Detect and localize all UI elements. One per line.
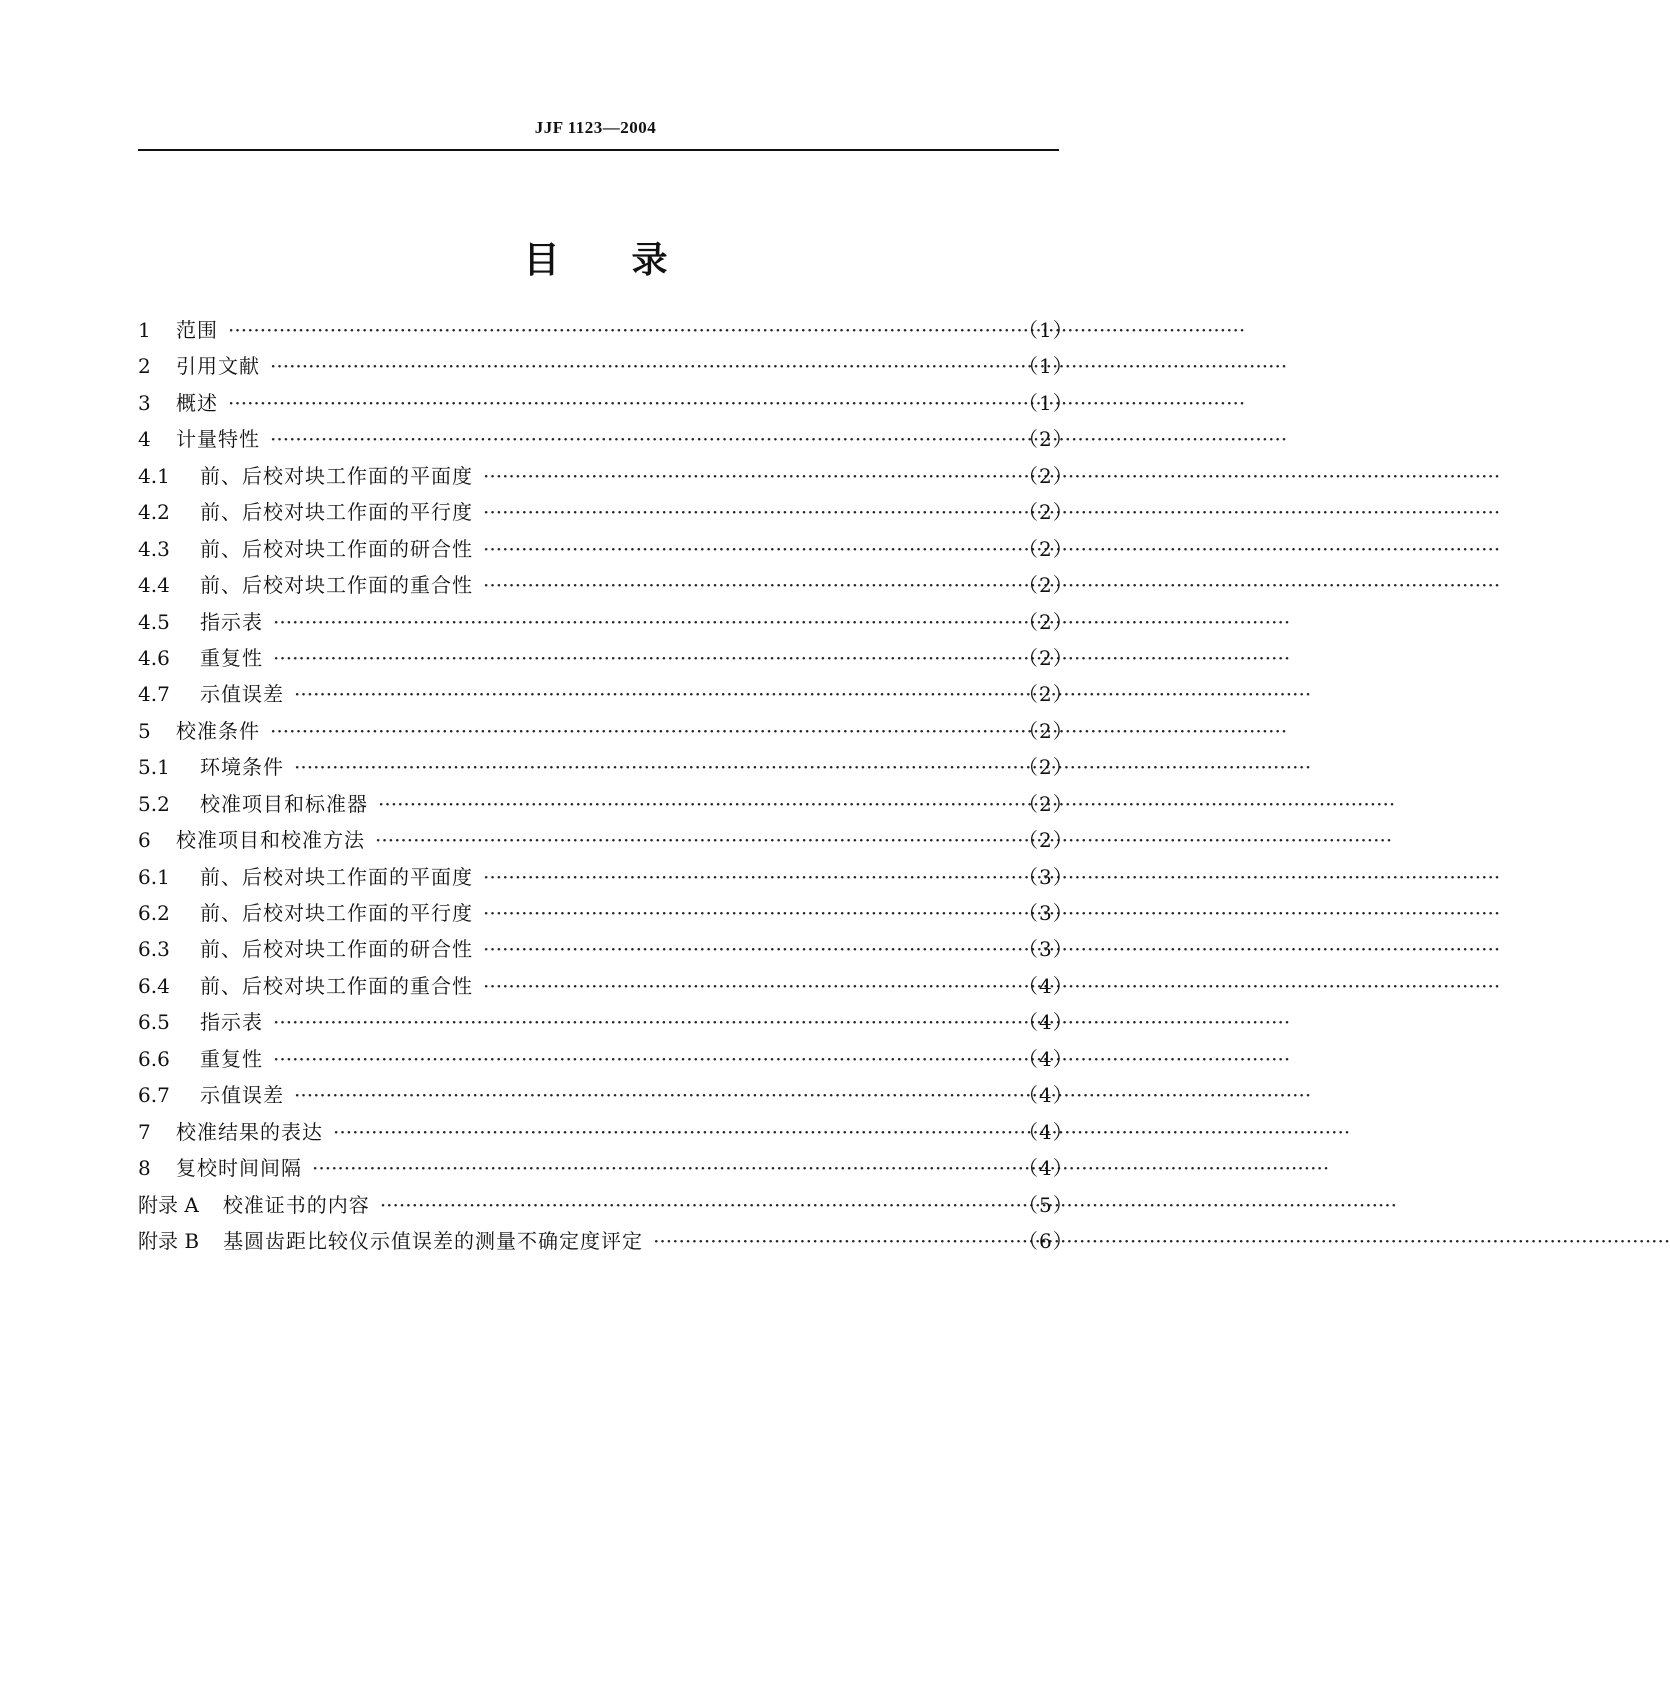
toc-entry-number: 4.3	[138, 536, 170, 561]
toc-entry-page: （3）	[1018, 937, 1074, 962]
toc-dot-leader	[273, 1010, 1012, 1034]
toc-entry[interactable]	[138, 460, 1074, 496]
toc-entry-title: 前、后校对块工作面的重合性	[200, 973, 473, 998]
toc-entry-title: 引用文献	[176, 354, 260, 379]
toc-entry-page: （1）	[1018, 390, 1074, 415]
toc-dot-leader	[483, 974, 1012, 998]
toc-dot-leader	[333, 1120, 1012, 1144]
toc-entry-number: 4.4	[138, 573, 170, 598]
toc-dot-leader	[483, 537, 1012, 561]
toc-entry-number: 4.2	[138, 500, 170, 525]
toc-entry-title: 复校时间间隔	[176, 1156, 302, 1181]
toc-entry[interactable]	[138, 387, 1074, 423]
toc-dot-leader	[312, 1156, 1012, 1180]
toc-entry-page: （4）	[1018, 1046, 1074, 1071]
toc-entry[interactable]	[138, 933, 1074, 969]
document-code-header: JJF 1123—2004	[534, 118, 657, 137]
toc-entry[interactable]	[138, 350, 1074, 386]
toc-entry-page: （2）	[1018, 718, 1074, 743]
toc-entry-number: 6	[138, 828, 151, 853]
header-rule	[138, 149, 1059, 151]
toc-entry-title: 前、后校对块工作面的研合性	[200, 536, 473, 561]
toc-entry-title: 指示表	[200, 1010, 263, 1035]
toc-entry-number: 5	[138, 718, 151, 743]
toc-entry-page: （2）	[1018, 645, 1074, 670]
toc-entry[interactable]	[138, 751, 1074, 787]
toc-entry-number: 6.3	[138, 937, 170, 962]
toc-entry-title: 校准证书的内容	[222, 1192, 370, 1217]
toc-dot-leader	[483, 937, 1012, 961]
table-of-contents	[138, 314, 1074, 1261]
toc-entry-number: 5.2	[138, 791, 170, 816]
toc-entry-number: 4	[138, 427, 151, 452]
toc-entry-title: 前、后校对块工作面的研合性	[200, 937, 473, 962]
toc-title-right: 录	[631, 240, 668, 281]
toc-entry[interactable]	[138, 1006, 1074, 1042]
toc-dot-leader	[273, 610, 1012, 634]
toc-dot-leader	[228, 318, 1012, 342]
toc-entry-page: （2）	[1018, 791, 1074, 816]
toc-entry-title: 范围	[176, 318, 218, 342]
toc-dot-leader	[380, 1193, 1012, 1217]
toc-entry-title: 前、后校对块工作面的重合性	[200, 573, 473, 598]
toc-entry-page: （4）	[1018, 1083, 1074, 1108]
toc-entry-title: 示值误差	[200, 682, 284, 707]
toc-entry-page: （1）	[1018, 318, 1074, 342]
toc-entry-title: 校准项目和校准方法	[176, 828, 365, 853]
toc-entry-number: 6.6	[138, 1046, 170, 1071]
toc-title-left: 目	[523, 240, 560, 281]
toc-entry[interactable]	[138, 824, 1074, 860]
toc-entry-title: 前、后校对块工作面的平面度	[200, 463, 473, 488]
toc-entry-number: 6.5	[138, 1010, 170, 1035]
toc-entry-number: 附录 A	[138, 1192, 199, 1217]
toc-dot-leader	[270, 354, 1012, 378]
toc-entry-number: 4.5	[138, 609, 170, 634]
toc-entry-page: （3）	[1018, 901, 1074, 925]
toc-entry[interactable]	[138, 569, 1074, 605]
toc-entry-page: （2）	[1018, 828, 1074, 853]
toc-dot-leader	[294, 755, 1012, 779]
toc-dot-leader	[294, 1083, 1012, 1107]
toc-entry[interactable]	[138, 642, 1074, 678]
toc-entry-page: （3）	[1018, 864, 1074, 889]
toc-dot-leader	[375, 828, 1012, 852]
toc-entry-title: 校准项目和标准器	[200, 791, 368, 816]
toc-entry-title: 校准条件	[176, 718, 260, 743]
toc-dot-leader	[483, 464, 1012, 488]
toc-entry[interactable]	[138, 496, 1074, 532]
toc-entry[interactable]	[138, 897, 1074, 933]
toc-entry-title: 前、后校对块工作面的平行度	[200, 500, 473, 525]
toc-entry[interactable]	[138, 423, 1074, 459]
toc-entry-title: 指示表	[200, 609, 263, 634]
toc-dot-leader	[653, 1229, 1012, 1253]
toc-entry-number: 3	[138, 390, 151, 415]
toc-entry[interactable]	[138, 1116, 1074, 1152]
toc-entry[interactable]	[138, 715, 1074, 751]
toc-entry-number: 5.1	[138, 755, 170, 780]
toc-dot-leader	[483, 500, 1012, 524]
toc-entry[interactable]	[138, 606, 1074, 642]
toc-entry-title: 前、后校对块工作面的平面度	[200, 864, 473, 889]
toc-dot-leader	[270, 719, 1012, 743]
toc-entry-page: （2）	[1018, 427, 1074, 452]
toc-entry-page: （2）	[1018, 573, 1074, 598]
toc-entry-page: （2）	[1018, 463, 1074, 488]
toc-entry[interactable]	[138, 314, 1074, 350]
toc-entry-number: 4.7	[138, 682, 170, 707]
toc-entry[interactable]	[138, 1225, 1074, 1261]
toc-entry-page: （2）	[1018, 536, 1074, 561]
toc-dot-leader	[378, 792, 1012, 816]
toc-dot-leader	[483, 865, 1012, 889]
toc-entry-page: （4）	[1018, 973, 1074, 998]
toc-entry-number: 4.1	[138, 463, 170, 488]
toc-entry[interactable]	[138, 678, 1074, 714]
toc-entry[interactable]	[138, 970, 1074, 1006]
toc-entry-number: 7	[138, 1119, 151, 1144]
toc-entry-number: 6.1	[138, 864, 170, 889]
toc-entry-title: 校准结果的表达	[176, 1119, 323, 1144]
toc-entry-page: （2）	[1018, 682, 1074, 707]
toc-entry[interactable]	[138, 533, 1074, 569]
toc-entry-title: 示值误差	[200, 1083, 284, 1108]
toc-entry[interactable]	[138, 861, 1074, 897]
toc-entry-page: （4）	[1018, 1010, 1074, 1035]
toc-entry[interactable]	[138, 788, 1074, 824]
toc-dot-leader	[228, 391, 1012, 415]
toc-entry-title: 计量特性	[176, 427, 260, 452]
toc-entry-page: （1）	[1018, 354, 1074, 379]
toc-entry-number: 8	[138, 1156, 151, 1181]
toc-entry-number: 6.7	[138, 1083, 170, 1108]
toc-entry-title: 重复性	[200, 645, 263, 670]
toc-entry-page: （4）	[1018, 1156, 1074, 1181]
toc-entry-title: 概述	[176, 390, 218, 415]
toc-entry-page: （4）	[1018, 1119, 1074, 1144]
toc-entry-page: （5）	[1018, 1192, 1074, 1217]
toc-dot-leader	[483, 901, 1012, 925]
toc-entry-number: 6.2	[138, 901, 170, 925]
toc-dot-leader	[270, 427, 1012, 451]
toc-dot-leader	[273, 1047, 1012, 1071]
toc-entry-page: （2）	[1018, 500, 1074, 525]
toc-entry[interactable]	[138, 1079, 1074, 1115]
toc-entry-page: （2）	[1018, 755, 1074, 780]
toc-entry-number: 6.4	[138, 973, 170, 998]
toc-dot-leader	[483, 573, 1012, 597]
toc-dot-leader	[273, 646, 1012, 670]
toc-entry-title: 前、后校对块工作面的平行度	[200, 901, 473, 925]
toc-entry-title: 重复性	[200, 1046, 263, 1071]
toc-entry[interactable]	[138, 1152, 1074, 1188]
toc-entry[interactable]	[138, 1043, 1074, 1079]
toc-title	[0, 232, 1191, 283]
toc-dot-leader	[294, 682, 1012, 706]
toc-entry-number: 2	[138, 354, 151, 379]
toc-entry-title: 基圆齿距比较仪示值误差的测量不确定度评定	[223, 1228, 644, 1253]
toc-entry-number: 附录 B	[138, 1228, 200, 1253]
toc-entry-number: 4.6	[138, 645, 170, 670]
toc-entry-page: （2）	[1018, 609, 1074, 634]
toc-entry-page: （6）	[1018, 1228, 1074, 1253]
toc-entry-number: 1	[138, 318, 151, 342]
toc-entry-title: 环境条件	[200, 755, 284, 780]
toc-entry[interactable]	[138, 1189, 1074, 1225]
